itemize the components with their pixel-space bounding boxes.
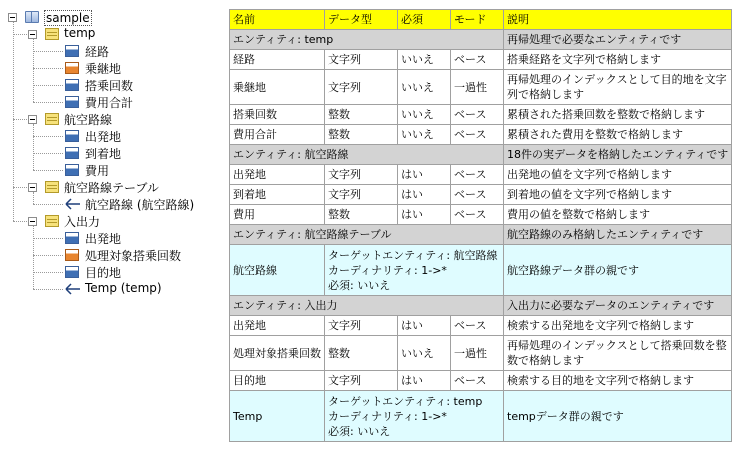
- tree-connector: [33, 272, 63, 273]
- attribute-row: [230, 205, 732, 225]
- type-cell: 文字列: [325, 165, 398, 185]
- type-cell: 整数: [325, 125, 398, 145]
- tree-connector: [33, 204, 63, 205]
- attribute-icon: [65, 164, 79, 176]
- attribute-icon: [65, 45, 79, 57]
- tree-child-item[interactable]: 搭乗回数: [85, 79, 134, 93]
- mode-cell: 一過性: [451, 336, 504, 371]
- tree-connector: [33, 153, 63, 154]
- tree-connector: [33, 136, 63, 137]
- required-cell: いいえ: [398, 105, 451, 125]
- entity-row: [230, 296, 732, 316]
- tree-child-item[interactable]: 費用合計: [85, 96, 134, 110]
- entity-description-cell: 再帰処理で必要なエンティティです: [504, 30, 732, 50]
- name-cell: 目的地: [230, 371, 325, 391]
- entity-row: [230, 225, 732, 245]
- relationship-detail-line: カーディナリティ: 1->*: [328, 409, 447, 423]
- mode-cell: ベース: [451, 125, 504, 145]
- entity-row: [230, 145, 732, 165]
- tree-connector: [33, 238, 63, 239]
- transient-attribute-icon: [65, 249, 79, 261]
- attribute-row: [230, 70, 732, 105]
- transient-attribute-icon: [65, 62, 79, 74]
- relationship-detail-line: 必須: いいえ: [328, 424, 391, 438]
- description-cell: 検索する出発地を文字列で格納します: [504, 316, 732, 336]
- tree-connector: [33, 124, 34, 170]
- name-cell: 搭乗回数: [230, 105, 325, 125]
- entity-table: [229, 9, 732, 442]
- attribute-row: [230, 316, 732, 336]
- required-cell: はい: [398, 165, 451, 185]
- tree-connector: [13, 119, 27, 120]
- tree-connector: [33, 39, 34, 102]
- tree-child-item[interactable]: 到着地: [85, 147, 122, 161]
- entity-toggle[interactable]: [28, 30, 37, 39]
- type-cell: 整数: [325, 205, 398, 225]
- tree-connector: [33, 289, 63, 290]
- name-cell: 出発地: [230, 165, 325, 185]
- name-cell: 経路: [230, 50, 325, 70]
- tree-entity-1[interactable]: 航空路線: [64, 113, 113, 127]
- tree-connector: [33, 170, 63, 171]
- attribute-icon: [65, 232, 79, 244]
- entity-row: [230, 30, 732, 50]
- description-cell: 出発地の値を文字列で格納します: [504, 165, 732, 185]
- entity-folder-icon: [45, 28, 59, 40]
- entity-folder-icon: [45, 113, 59, 125]
- description-cell: 搭乗経路を文字列で格納します: [504, 50, 732, 70]
- type-cell: 文字列: [325, 185, 398, 205]
- name-cell: 乗継地: [230, 70, 325, 105]
- entity-name-cell: エンティティ: temp: [230, 30, 504, 50]
- name-cell: 費用: [230, 205, 325, 225]
- tree-connector: [13, 22, 14, 221]
- tree-child-item[interactable]: 航空路線 (航空路線): [85, 198, 195, 212]
- relationship-detail-cell: [325, 391, 504, 442]
- tree-child-item[interactable]: 乗継地: [85, 62, 122, 76]
- attribute-icon: [65, 130, 79, 142]
- entity-name-cell: エンティティ: 航空路線: [230, 145, 504, 165]
- tree-entity-2[interactable]: 航空路線テーブル: [64, 181, 159, 195]
- tree-child-item[interactable]: Temp (temp): [85, 281, 162, 295]
- entity-folder-icon: [45, 181, 59, 193]
- relationship-description-cell: tempデータ群の親です: [504, 391, 732, 442]
- attribute-row: [230, 165, 732, 185]
- tree-connector: [33, 226, 34, 289]
- tree-child-item[interactable]: 目的地: [85, 266, 122, 280]
- attribute-row: [230, 371, 732, 391]
- name-cell: 費用合計: [230, 125, 325, 145]
- column-header: 名前: [230, 10, 325, 30]
- root-toggle[interactable]: [8, 13, 17, 22]
- mode-cell: ベース: [451, 50, 504, 70]
- required-cell: はい: [398, 316, 451, 336]
- book-icon: [25, 11, 39, 23]
- type-cell: 文字列: [325, 316, 398, 336]
- relationship-name-cell: Temp: [230, 391, 325, 442]
- column-header: データ型: [325, 10, 398, 30]
- mode-cell: ベース: [451, 105, 504, 125]
- relationship-detail-line: 必須: いいえ: [328, 278, 391, 292]
- tree-connector: [13, 34, 27, 35]
- type-cell: 文字列: [325, 70, 398, 105]
- relationship-row: [230, 245, 732, 296]
- type-cell: 整数: [325, 336, 398, 371]
- entity-toggle[interactable]: [28, 115, 37, 124]
- entity-folder-icon: [45, 215, 59, 227]
- description-cell: 再帰処理のインデックスとして目的地を文字列で格納します: [504, 70, 732, 105]
- column-header: 説明: [504, 10, 732, 30]
- mode-cell: ベース: [451, 165, 504, 185]
- tree-connector: [33, 255, 63, 256]
- description-cell: 累積された費用を整数で格納します: [504, 125, 732, 145]
- mode-cell: 一過性: [451, 70, 504, 105]
- entity-name-cell: エンティティ: 航空路線テーブル: [230, 225, 504, 245]
- tree-entity-3[interactable]: 入出力: [64, 215, 101, 229]
- type-cell: 文字列: [325, 371, 398, 391]
- name-cell: 到着地: [230, 185, 325, 205]
- entity-description-cell: 18件の実データを格納したエンティティです: [504, 145, 732, 165]
- tree-child-item[interactable]: 経路: [85, 45, 110, 59]
- tree-child-item[interactable]: 費用: [85, 164, 110, 178]
- attribute-row: [230, 336, 732, 371]
- description-cell: 検索する目的地を文字列で格納します: [504, 371, 732, 391]
- name-cell: 処理対象搭乗回数: [230, 336, 325, 371]
- tree-connector: [33, 192, 34, 204]
- required-cell: いいえ: [398, 336, 451, 371]
- attribute-icon: [65, 147, 79, 159]
- attribute-row: [230, 50, 732, 70]
- tree-connector: [33, 68, 63, 69]
- mode-cell: ベース: [451, 316, 504, 336]
- relationship-arrow-icon: [65, 198, 79, 210]
- tree-child-item[interactable]: 処理対象搭乗回数: [85, 249, 182, 263]
- entity-toggle[interactable]: [28, 183, 37, 192]
- required-cell: はい: [398, 205, 451, 225]
- tree-connector: [33, 51, 63, 52]
- tree-connector: [33, 85, 63, 86]
- mode-cell: ベース: [451, 205, 504, 225]
- relationship-row: [230, 391, 732, 442]
- relationship-detail-line: ターゲットエンティティ: temp: [328, 394, 483, 408]
- attribute-row: [230, 125, 732, 145]
- description-cell: 再帰処理のインデックスとして搭乗回数を整数で格納します: [504, 336, 732, 371]
- tree-child-item[interactable]: 出発地: [85, 232, 122, 246]
- required-cell: いいえ: [398, 50, 451, 70]
- relationship-name-cell: 航空路線: [230, 245, 325, 296]
- required-cell: はい: [398, 185, 451, 205]
- attribute-icon: [65, 96, 79, 108]
- tree-connector: [13, 187, 27, 188]
- name-cell: 出発地: [230, 316, 325, 336]
- attribute-row: [230, 105, 732, 125]
- tree-connector: [33, 102, 63, 103]
- attribute-icon: [65, 79, 79, 91]
- table-header-row: [230, 10, 732, 30]
- required-cell: いいえ: [398, 125, 451, 145]
- entity-toggle[interactable]: [28, 217, 37, 226]
- type-cell: 文字列: [325, 50, 398, 70]
- relationship-description-cell: 航空路線データ群の親です: [504, 245, 732, 296]
- description-cell: 到着地の値を文字列で格納します: [504, 185, 732, 205]
- tree-child-item[interactable]: 出発地: [85, 130, 122, 144]
- entity-name-cell: エンティティ: 入出力: [230, 296, 504, 316]
- required-cell: いいえ: [398, 70, 451, 105]
- description-cell: 費用の値を整数で格納します: [504, 205, 732, 225]
- relationship-detail-cell: [325, 245, 504, 296]
- mode-cell: ベース: [451, 371, 504, 391]
- column-header: 必須: [398, 10, 451, 30]
- attribute-icon: [65, 266, 79, 278]
- attribute-row: [230, 185, 732, 205]
- mode-cell: ベース: [451, 185, 504, 205]
- tree-entity-0[interactable]: temp: [64, 26, 96, 40]
- relationship-detail-line: カーディナリティ: 1->*: [328, 263, 447, 277]
- relationship-detail-line: ターゲットエンティティ: 航空路線: [328, 248, 498, 262]
- description-cell: 累積された搭乗回数を整数で格納します: [504, 105, 732, 125]
- column-header: モード: [451, 10, 504, 30]
- entity-description-cell: 航空路線のみ格納したエンティティです: [504, 225, 732, 245]
- entity-tree: [8, 9, 223, 309]
- required-cell: はい: [398, 371, 451, 391]
- relationship-arrow-icon: [65, 283, 79, 295]
- entity-description-cell: 入出力に必要なデータのエンティティです: [504, 296, 732, 316]
- tree-root-label[interactable]: sample: [46, 11, 90, 25]
- tree-connector: [13, 221, 27, 222]
- type-cell: 整数: [325, 105, 398, 125]
